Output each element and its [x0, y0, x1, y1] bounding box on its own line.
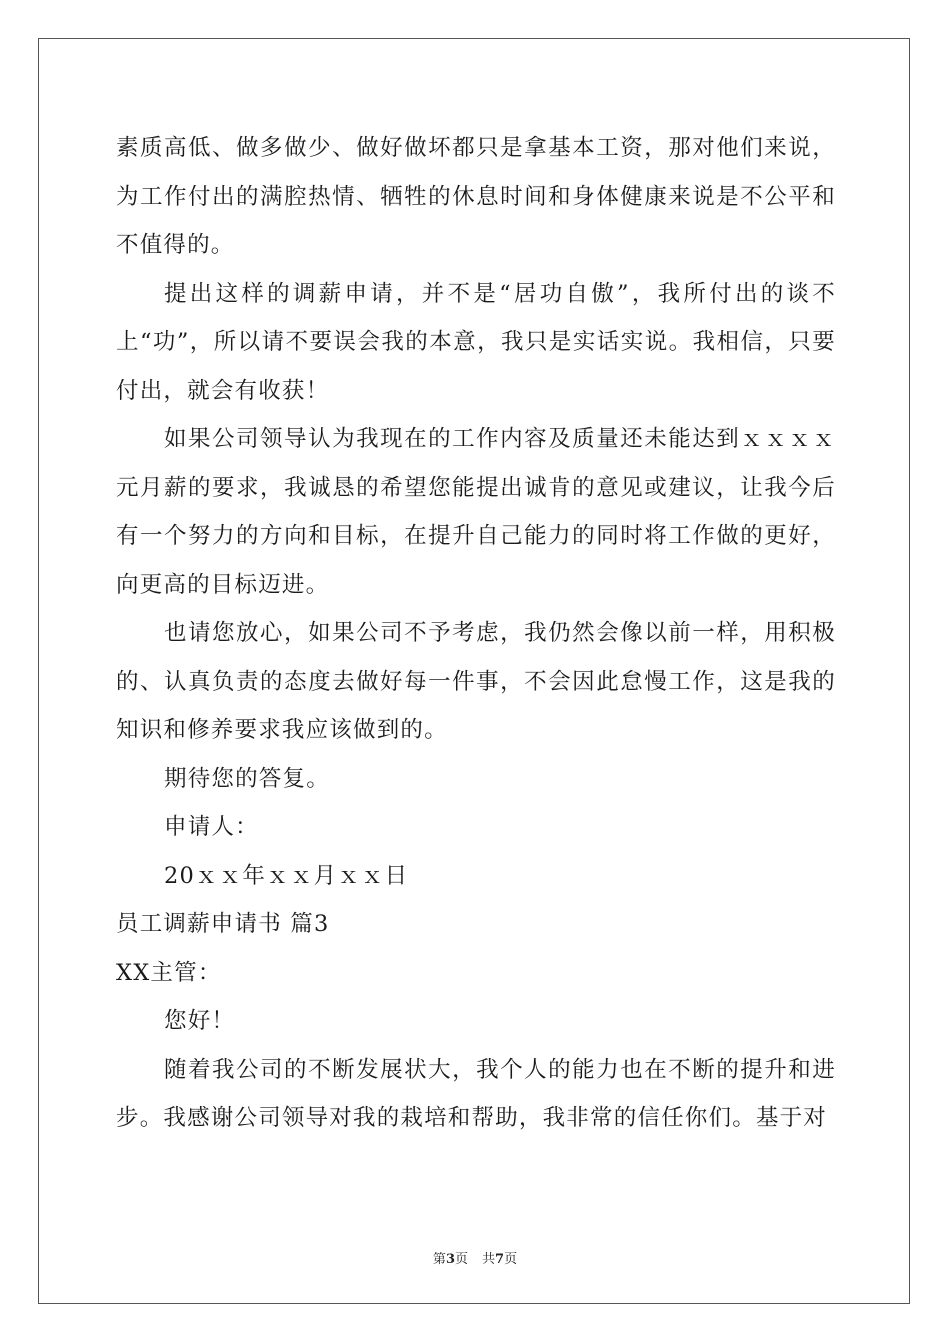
- greeting: 您好！: [164, 1008, 236, 1034]
- document-body: [116, 124, 836, 1143]
- paragraph-2: 提出这样的调薪申请，并不是“居功自傲”，我所付出的谈不上“功”，所以请不要误会我的本意，我只是实话实说。我相信，只要付出，就会有收获！: [116, 280, 836, 404]
- paragraph-3: 如果公司领导认为我现在的工作内容及质量还未能达到ｘｘｘｘ元月薪的要求，我诚恳的希望您能提出诚肯的意见或建议，让我今后有一个努力的方向和目标，在提升自己能力的同时将工作做的更好，向更高的目标迈进。: [116, 426, 836, 598]
- total-prefix: 共: [482, 1252, 496, 1267]
- page-current: 3: [445, 1252, 455, 1267]
- closing-line: 期待您的答复。: [164, 765, 330, 792]
- paragraph-body-start: 随着我公司的不断发展状大，我个人的能力也在不断的提升和进步。我感谢公司领导对我的栽培和帮助，我非常的信任你们。基于对: [116, 1056, 836, 1131]
- page-footer: [0, 1248, 950, 1267]
- page-total: 7: [495, 1252, 505, 1267]
- paragraph-1: 素质高低、做多做少、做好做坏都只是拿基本工资，那对他们来说，为工作付出的满腔热情、牺牲的休息时间和身体健康来说是不公平和不值得的。: [116, 135, 836, 258]
- salutation: XX主管：: [116, 959, 222, 986]
- page-suffix: 页: [454, 1252, 468, 1267]
- applicant-label: 申请人：: [164, 814, 259, 840]
- section-heading: 员工调薪申请书 篇3: [116, 911, 330, 937]
- date-line: 20ｘｘ年ｘｘ月ｘｘ日: [164, 862, 409, 889]
- paragraph-4: 也请您放心，如果公司不予考虑，我仍然会像以前一样，用积极的、认真负责的态度去做好每一件事，不会因此怠慢工作，这是我的知识和修养要求我应该做到的。: [116, 620, 836, 743]
- total-suffix: 页: [504, 1252, 518, 1267]
- page-prefix: 第: [432, 1252, 446, 1267]
